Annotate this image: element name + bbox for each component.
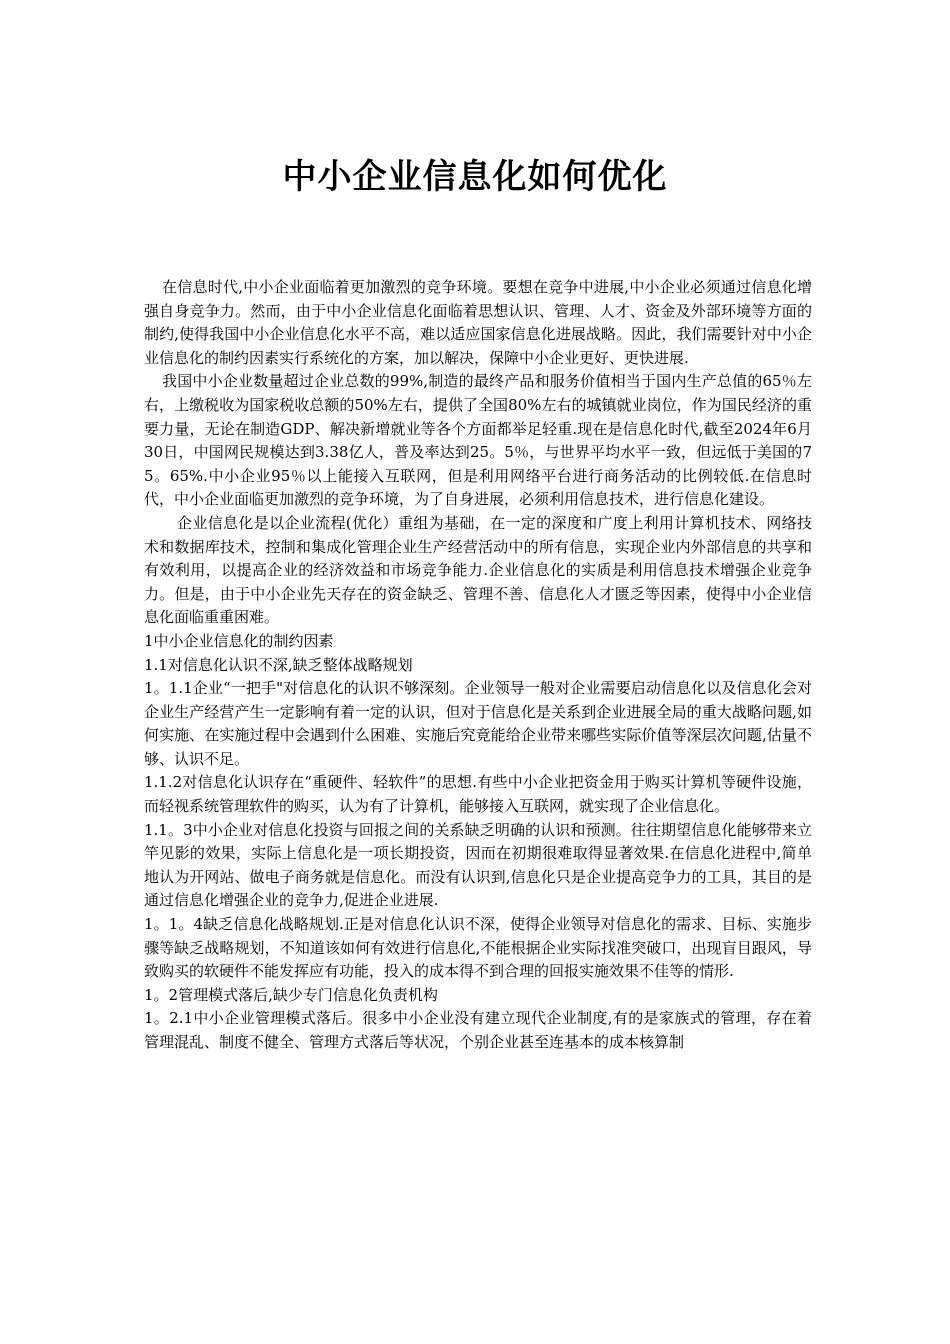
document-body [144,276,812,1055]
paragraph-1-1-2: 1.1.2对信息化认识存在“重硬件、轻软件”的思想.有些中小企业把资金用于购买计算机等硬件设施，而轻视系统管理软件的购买，认为有了计算机，能够接入互联网，就实现了企业信息化。 [144,773,812,816]
paragraph-intro: 在信息时代,中小企业面临着更加激烈的竞争环境。要想在竞争中进展,中小企业必须通过信息化增强自身竞争力。然而，由于中小企业信息化面临着思想认识、管理、人才、资金及外部环境等方面的制约,使得我国中小企业信息化水平不高，难以适应国家信息化进展战略。因此，我们需要针对中小企业信息化的制约因素实行系统化的方案，加以解决，保障中小企业更好、更快进展. [144,278,812,367]
paragraph-1-1-3: 1.1。3中小企业对信息化投资与回报之间的关系缺乏明确的认识和预测。往往期望信息化能够带来立竿见影的效果，实际上信息化是一项长期投资，因而在初期很难取得显著效果.在信息化进程中,简单地认为开网站、做电子商务就是信息化。而没有认识到,信息化只是企业提高竞争力的工具，其目的是通过信息化增强企业的竞争力,促进企业进展. [144,820,812,910]
paragraph-1-2-1: 1。2.1中小企业管理模式落后。很多中小企业没有建立现代企业制度,有的是家族式的管理，存在着管理混乱、制度不健全、管理方式落后等状况，个别企业甚至连基本的成本核算制 [144,1009,812,1051]
paragraph-definition: 企业信息化是以企业流程(优化）重组为基础，在一定的深度和广度上利用计算机技术、网络技术和数据库技术，控制和集成化管理企业生产经营活动中的所有信息，实现企业内外部信息的共享和有效利用，以提高企业的经济效益和市场竞争能力.企业信息化的实质是利用信息技术增强企业竞争力。但是，由于中小企业先天存在的资金缺乏、管理不善、信息化人才匮乏等因素，使得中小企业信息化面临重重困难。 [144,513,812,627]
document-title: 中小企业信息化如何优化 [282,157,668,197]
subsection-heading-1-2: 1。2管理模式落后,缺少专门信息化负责机构 [144,985,438,1004]
paragraph-statistics: 我国中小企业数量超过企业总数的99%,制造的最终产品和服务价值相当于国内生产总值的65％左右，上缴税收为国家税收总额的50%左右，提供了全国80%左右的城镇就业岗位，作为国民经济的重要力量，无论在制造GDP、解决新增就业等各个方面都举足轻重.现在是信息化时代,截至2024年6月30日，中国网民规模达到3.38亿人，普及率达到25。5％，与世界平均水平一致，但远低于美国的75。65%.中小企业95％以上能接入互联网，但是利用网络平台进行商务活动的比例较低.在信息时代，中小企业面临更加激烈的竞争环境，为了自身进展，必须利用信息技术，进行信息化建设。 [144,372,812,509]
section-heading-1: 1中小企业信息化的制约因素 [144,631,334,650]
paragraph-1-1-4: 1。1。4缺乏信息化战略规划.正是对信息化认识不深，使得企业领导对信息化的需求、目标、实施步骤等缺乏战略规划，不知道该如何有效进行信息化,不能根据企业实际找准突破口，出现盲目跟风，导致购买的软硬件不能发挥应有功能，投入的成本得不到合理的回报实施效果不佳等的情形. [144,915,812,981]
paragraph-1-1-1: 1。1.1企业“一把手"对信息化的认识不够深刻。企业领导一般对企业需要启动信息化以及信息化会对企业生产经营产生一定影响有着一定的认识，但对于信息化是关系到企业进展全局的重大战略问题,如何实施、在实施过程中会遇到什么困难、实施后究竟能给企业带来哪些实际价值等深层次问题,估量不够、认识不足。 [144,679,812,768]
subsection-heading-1-1: 1.1对信息化认识不深,缺乏整体战略规划 [144,655,413,674]
